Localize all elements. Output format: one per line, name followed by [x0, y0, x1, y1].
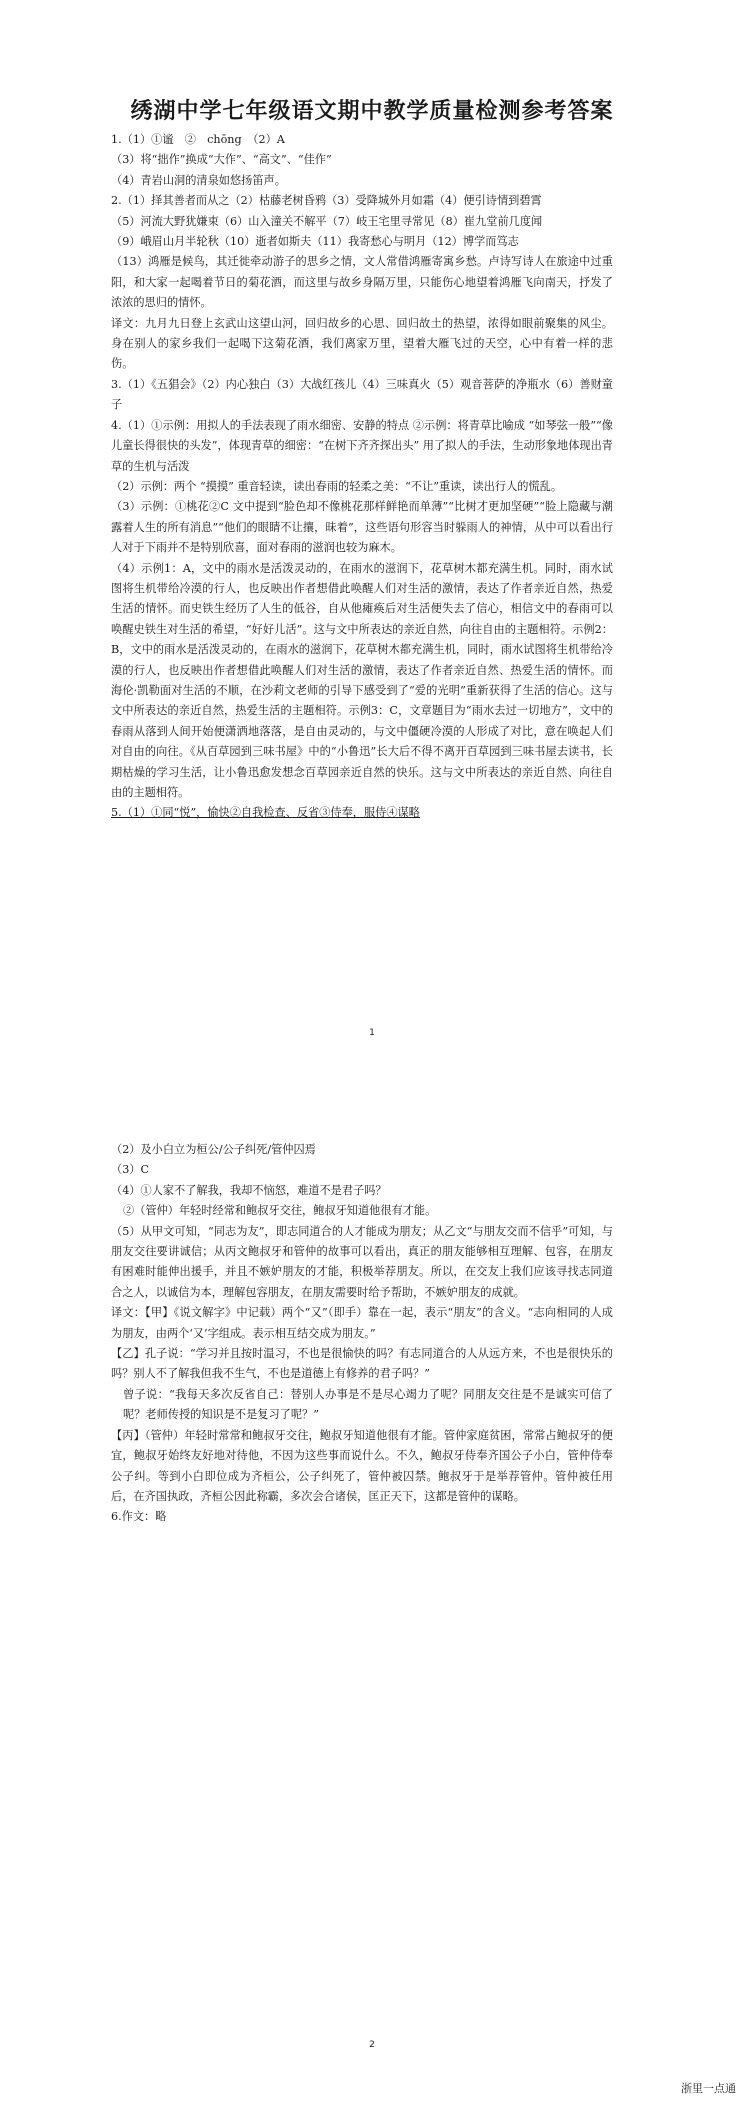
answer-line: （3）C	[111, 1163, 150, 1177]
watermark-text: 浙里一点通	[681, 2082, 736, 2095]
page-2-content	[111, 1140, 613, 1528]
answer-line: （2）及小白立为桓公/公子纠死/管仲囚焉	[111, 1143, 316, 1156]
page-1-content	[111, 130, 613, 824]
page-number: 2	[369, 2040, 375, 2050]
translation-paragraph: 译文：九月九日登上玄武山这望山河，回归故乡的心思、回归故土的热望，浓得如眼前聚集的风尘。身在别人的家乡我们一起喝下这菊花酒，我们离家万里，望着大雁飞过的天空，心中有着一样的悲伤。	[111, 316, 613, 371]
document-title: 绣湖中学七年级语文期中教学质量检测参考答案	[130, 99, 614, 124]
answer-line: 2.（1）择其善者而从之（2）枯藤老树昏鸦（3）受降城外月如霜（4）便引诗情到碧霄	[111, 194, 542, 208]
answer-page-1	[0, 0, 744, 1040]
answer-paragraph: （2）示例：两个 “摸摸” 重音轻读，读出春雨的轻柔之美：“不让”重读，读出行人的慌乱。	[111, 479, 563, 493]
translation-paragraph: 【乙】孔子说：“学习并且按时温习，不也是很愉快的吗？有志同道合的人从远方来，不也是很快乐的吗？别人不了解我但我不生气，不也是道德上有修养的君子吗？”	[111, 1347, 613, 1381]
answer-line: 1.（1）①谧 ② chōng （2）A	[111, 133, 285, 146]
page-number: 1	[369, 1028, 375, 1038]
answer-line: （4）①人家不了解我，我却不恼怒，难道不是君子吗？	[111, 1183, 387, 1197]
translation-paragraph: 【丙】（管仲）年轻时常常和鲍叔牙交往，鲍叔牙知道他很有才能。管仲家庭贫困，常常占鲍叔牙的便宜，鲍叔牙始终友好地对待他，不因为这些事而说什么。不久，鲍叔牙侍奉齐国公子小白，管仲侍奉公子纠。等到小白即位成为齐桓公，公子纠死了，管仲被囚禁。鲍叔牙于是举荐管仲。管仲被任用后，在齐国执政，齐桓公因此称霸，多次会合诸侯，匡正天下，这都是管仲的谋略。	[111, 1428, 613, 1503]
answer-paragraph: （3）示例：①桃花②C 文中提到“脸色却不像桃花那样鲜艳而单薄”“比树才更加坚硬”“脸上隐藏与潮露着人生的所有消息”“他们的眼睛不让攘，昧着”，这些语句形容当时躲雨人的神情，从中可以看出行人对于下雨并不是特别欣喜，面对春雨的滋润也较为麻木。	[111, 500, 613, 555]
answer-line: （3）将“拙作”换成“大作”、“高文”、“佳作”	[111, 153, 332, 167]
answer-paragraph: 4.（1）①示例：用拟人的手法表现了雨水细密、安静的特点 ②示例：将青草比喻成 “如琴弦一般”“像儿童长得很快的头发”，体现青草的细密：“在树下齐齐探出头” 用了拟人的手法，生动形象地体现出青草的生机与活泼	[111, 418, 613, 473]
answer-line: （5）河流大野犹嫌束（6）山入潼关不解平（7）岐王宅里寻常见（8）崔九堂前几度闻	[111, 214, 543, 228]
answer-page-2	[0, 1040, 744, 2104]
answer-line: ②（管仲）年轻时经常和鲍叔牙交往，鲍叔牙知道他很有才能。	[123, 1204, 437, 1218]
answer-line: （4）青岩山洞的清泉如悠扬笛声。	[111, 173, 286, 187]
answer-line: （9）峨眉山月半轮秋（10）逝者如斯夫（11）我寄愁心与明月（12）博学而笃志	[111, 235, 519, 249]
answer-paragraph: （5）从甲文可知，“同志为友”，即志同道合的人才能成为朋友；从乙文“与朋友交而不信乎”可知，与朋友交往要讲诚信；从丙文鲍叔牙和管仲的故事可以看出，真正的朋友能够相互理解、包容，在朋友有困难时能伸出援手，并且不嫉妒朋友的才能，积极举荐朋友。所以，在交友上我们应该寻找志同道合之人，以诚信为本，理解包容朋友，在朋友需要时给予帮助，不嫉妒朋友的成就。	[111, 1224, 613, 1299]
translation-paragraph: 译文：【甲】《说文解字》中记载）两个“又”（即手）靠在一起，表示“朋友”的含义。“志向相同的人成为朋友，由两个‘又’字组成。表示相互结交成为朋友。”	[111, 1306, 613, 1340]
answer-line: 3.（1）《五猖会》（2）内心独白（3）大战红孩儿（4）三味真火（5）观音菩萨的净瓶水（6）善财童子	[111, 377, 613, 412]
answer-line: 5.（1）①同“悦”，愉快②自我检查、反省③侍奉，服侍④谋略	[111, 806, 420, 820]
answer-paragraph: （4）示例1：A，文中的雨水是活泼灵动的，在雨水的滋润下，花草树木都充满生机。同时，雨水试图将生机带给冷漠的行人，也反映出作者想借此唤醒人们对生活的激情，表达了作者亲近自然，热爱生活的情怀。而史铁生经历了人生的低谷，自从他瘫痪后对生活便失去了信心，相信文中的春雨可以唤醒史铁生对生活的希望，“好好儿活”。这与文中所表达的亲近自然，向往自由的主题相符。示例2：B，文中的雨水是活泼灵动的，在雨水的滋润下，花草树木都充满生机，同时，雨水试图将生机带给冷漠的行人，也反映出作者想借此唤醒人们对生活的激情，表达了作者亲近自然、热爱生活的情怀。而海伦·凯勒面对生活的不顺，在沙莉文老师的引导下感受到了“爱的光明”重新获得了生活的信心。这与文中所表达的亲近自然，热爱生活的主题相符。示例3：C，文章题目为“雨水去过一切地方”，文中的春雨从落到人间开始便潇洒地落落，是自由灵动的，与文中僵硬冷漠的人形成了对比，意在唤起人们对自由的向往。《从百草园到三味书屋》中的“小鲁迅”长大后不得不离开百草园到三味书屋去读书，长期枯燥的学习生活，让小鲁迅愈发想念百草园亲近自然的快乐。这与文中所表达的亲近自然、向往自由的主题相符。	[111, 561, 613, 799]
translation-paragraph: 曾子说：“我每天多次反省自己：替别人办事是不是尽心竭力了呢？同朋友交往是不是诚实可信了呢？老师传授的知识是不是复习了呢？”	[123, 1387, 613, 1422]
answer-paragraph: （13）鸿雁是候鸟，其迁徙牵动游子的思乡之情，文人常借鸿雁寄寓乡愁。卢诗写诗人在旅途中过重阳，和大家一起喝着节日的菊花酒，而这里与故乡身隔万里，只能伤心地望着鸿雁飞向南天，抒发了浓浓的思归的情怀。	[111, 255, 613, 310]
answer-line: 6.作文：略	[111, 1510, 167, 1524]
